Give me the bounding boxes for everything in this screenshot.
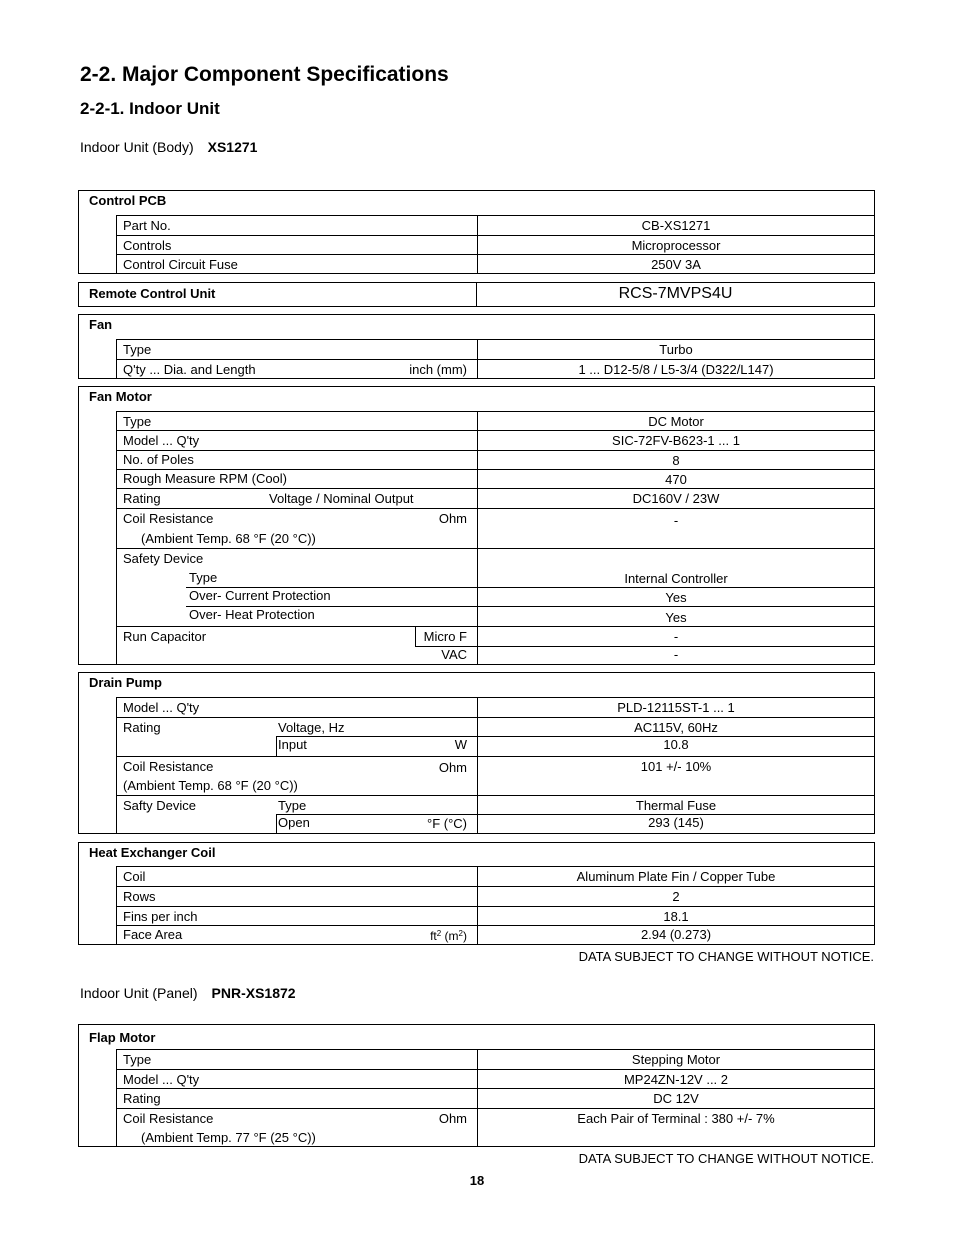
table-row: Model ... Q'ty PLD-12115ST-1 ... 1 [116,697,874,717]
table-row: Face Area $ft^2$ $(m^2)$ 2.94 (0.273) [116,925,874,945]
panel-unit-line [80,985,296,1001]
table-row: Run Capacitor Micro F - [116,626,874,646]
notice-text: DATA SUBJECT TO CHANGE WITHOUT NOTICE. [578,949,874,964]
fan-table [78,314,875,379]
table-row: Type Stepping Motor [116,1049,874,1069]
table-row: Input W 10.8 [116,736,874,756]
table-row: Over- Heat Protection Yes [116,606,874,626]
drain-pump-heading: Drain Pump [89,675,162,690]
fan-heading: Fan [89,317,113,332]
heat-exchanger-table [78,842,875,945]
body-unit-label: Indoor Unit (Body) [80,139,194,155]
table-row: Rating DC 12V [116,1088,874,1108]
page-title: 2-2. Major Component Specifications [80,63,449,86]
heat-exchanger-heading: Heat Exchanger Coil [89,845,216,860]
table-row: Rows 2 [116,886,874,906]
table-row: Fins per inch 18.1 [116,906,874,925]
table-row: Type DC Motor [116,411,874,430]
control-pcb-heading: Control PCB [89,193,167,208]
table-row: Controls Microprocessor [116,235,874,254]
table-row: Type Turbo [116,339,874,359]
table-row: Coil Resistance Ohm (Ambient Temp. 68 °F (20 °C)) 101 +/- 10% [116,756,874,795]
table-row: Part No. CB-XS1271 [116,215,874,235]
flap-motor-heading: Flap Motor [89,1030,156,1045]
remote-control-table [78,282,875,307]
body-unit-model: XS1271 [207,139,258,155]
table-row: Coil Resistance Ohm (Ambient Temp. 77 °F (25 °C)) Each Pair of Terminal : 380 +/- 7% [116,1108,874,1146]
section-title: 2-2-1. Indoor Unit [80,99,220,118]
page-number: 18 [469,1173,485,1188]
panel-unit-label: Indoor Unit (Panel) [80,985,198,1001]
table-row: Rating Voltage / Nominal Output DC160V / 23W [116,488,874,508]
table-row: Coil Resistance Ohm (Ambient Temp. 68 °F (20 °C)) - [116,508,874,548]
drain-pump-table [78,672,875,834]
panel-unit-model: PNR-XS1872 [211,985,296,1001]
table-row: Q'ty ... Dia. and Length inch (mm) 1 ... D12-5/8 / L5-3/4 (D322/L147) [116,359,874,379]
table-row: Model ... Q'ty SIC-72FV-B623-1 ... 1 [116,430,874,450]
flap-motor-table [78,1024,875,1147]
control-pcb-table [78,190,875,274]
table-row: Rating Voltage, Hz AC115V, 60Hz [116,717,874,736]
remote-control-heading: Remote Control Unit [89,286,216,301]
table-row: No. of Poles 8 [116,450,874,469]
face-area-unit: $ft^2$ $(m^2)$ [430,929,467,943]
body-unit-line [80,139,257,155]
table-row: Safety Device Type Internal Controller [116,548,874,587]
fan-motor-heading: Fan Motor [89,389,152,404]
table-row: Safty Device Type Thermal Fuse [116,795,874,814]
table-row: VAC - [116,646,874,665]
notice-text-bottom: DATA SUBJECT TO CHANGE WITHOUT NOTICE. [578,1151,874,1166]
table-row: Over- Current Protection Yes [116,587,874,606]
fan-motor-table [78,386,875,665]
table-row: Coil Aluminum Plate Fin / Copper Tube [116,866,874,886]
table-row: Control Circuit Fuse 250V 3A [116,254,874,274]
table-row: Rough Measure RPM (Cool) 470 [116,469,874,488]
table-row: Open °F (°C) 293 (145) [116,814,874,833]
table-row: Model ... Q'ty MP24ZN-12V ... 2 [116,1069,874,1088]
remote-control-value: RCS-7MVPS4U [618,285,733,302]
